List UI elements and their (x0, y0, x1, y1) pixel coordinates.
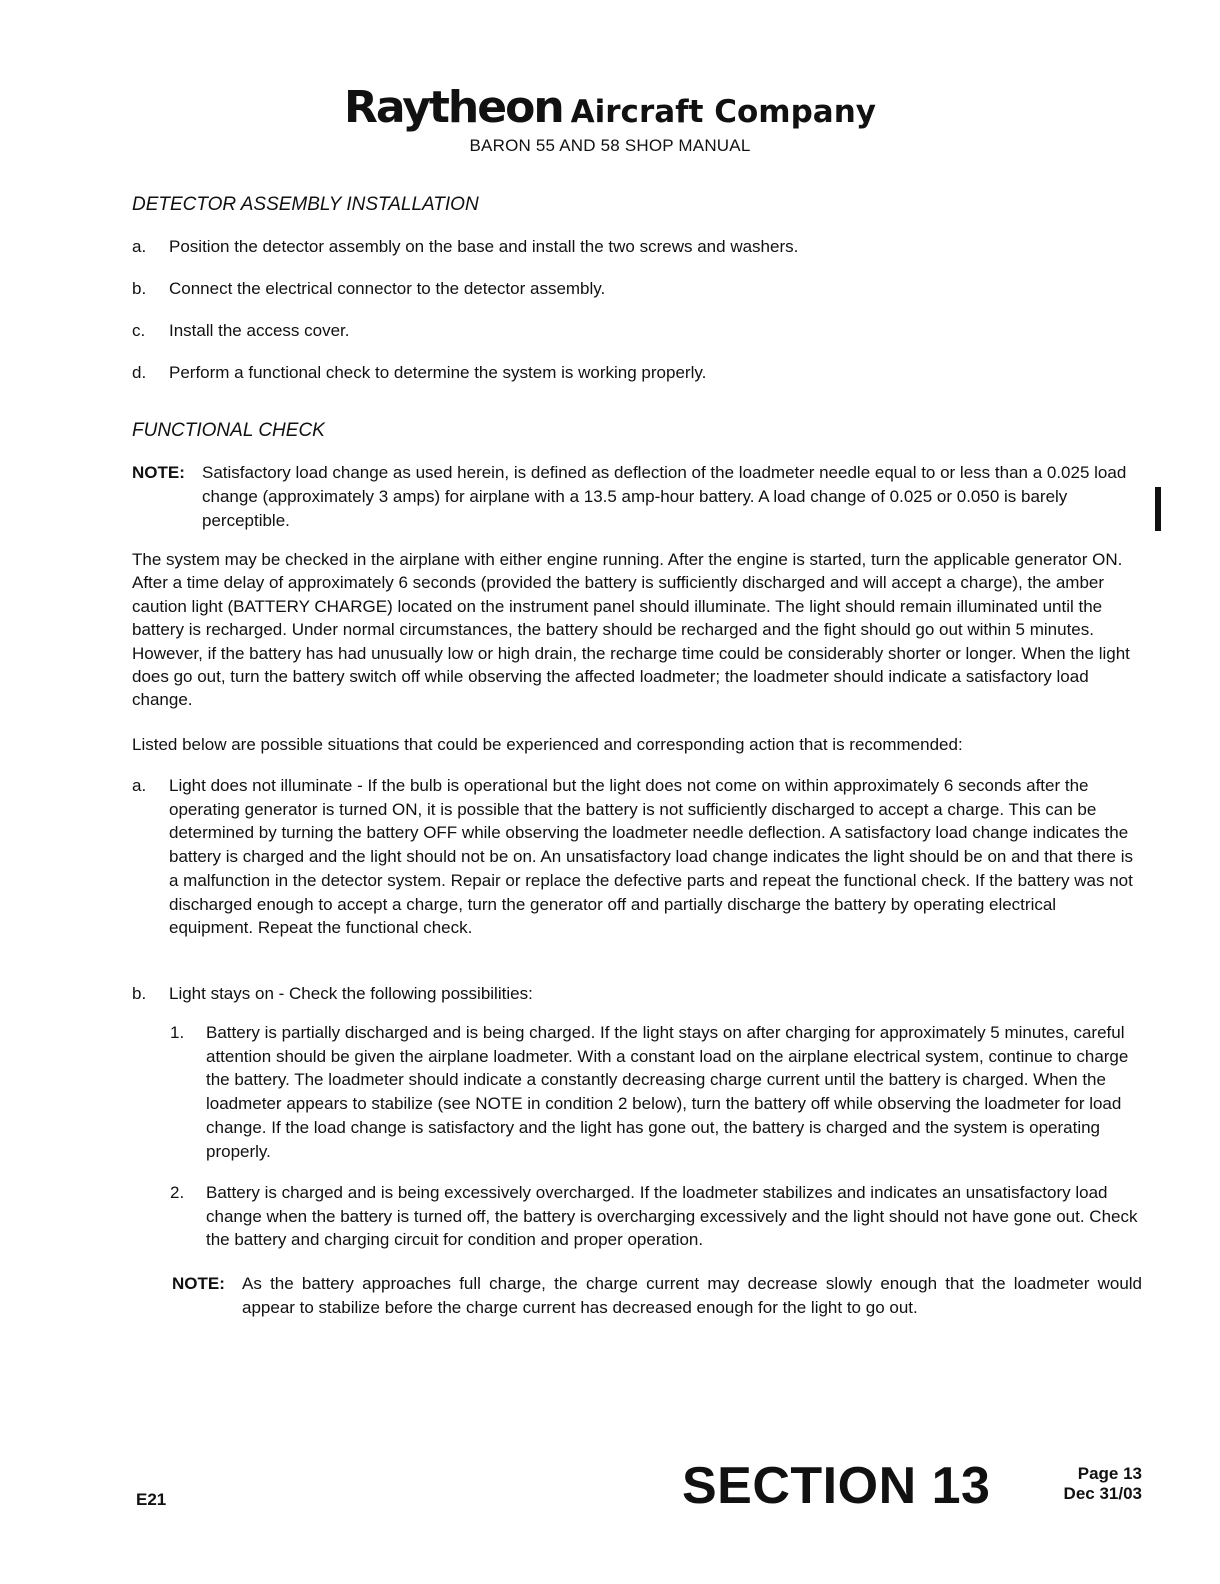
note-label: NOTE: (132, 463, 185, 482)
step-text: Install the access cover. (169, 321, 350, 340)
brand-header (0, 82, 1220, 133)
possibility-1 (170, 1021, 1140, 1163)
functional-check-heading: FUNCTIONAL CHECK (132, 420, 325, 441)
section-title: SECTION 13 (682, 1457, 991, 1515)
situation-a (132, 774, 1142, 940)
footer-code: E21 (136, 1490, 167, 1509)
possibility-text: Battery is charged and is being excessively overcharged. If the loadmeter stabilizes and indicates an unsatisfactory load change when the battery is turned off, the battery is overcharging excessively and the light should not have gone out. Check the battery and charging circuit for condition and proper operation. (206, 1183, 1138, 1250)
situation-text: Light stays on - Check the following possibilities: (169, 984, 533, 1003)
step-label: d. (132, 363, 147, 382)
install-step-c (132, 319, 1142, 343)
situation-text: Light does not illuminate - If the bulb is operational but the light does not come on within approximately 6 seconds after the operating generator is turned ON, it is possible that the battery is not sufficiently discharged to accept a charge. This can be determined by turning the battery OFF while observing the loadmeter needle deflection. A satisfactory load change indicates the battery is charged and the light should not be on. An unsatisfactory load change indicates the light should be on and that there is a malfunction in the detector system. Repair or replace the defective parts and repeat the functional check. If the battery was not discharged enough to accept a charge, turn the generator off and partially discharge the battery by operating electrical equipment. Repeat the functional check. (169, 776, 1133, 938)
situation-label: a. (132, 776, 147, 795)
situation-b (132, 982, 1142, 1006)
page-date: Dec 31/03 (1063, 1484, 1142, 1503)
note-text: As the battery approaches full charge, the charge current may decrease slowly enough that the loadmeter would appear to stabilize before the charge current has decreased enough for the light to go out. (242, 1274, 1142, 1317)
note-label: NOTE: (172, 1274, 225, 1293)
paragraph-system-check: The system may be checked in the airplane with either engine running. After the engine is started, turn the applicable generator ON. After a time delay of approximately 6 seconds (provided the battery is sufficiently discharged and will accept a charge), the amber caution light (BATTERY CHARGE) located on the instrument panel should illuminate. The light should remain illuminated until the battery is recharged. Under normal circumstances, the battery should be recharged and the fight should go out within 5 minutes. However, if the battery has had unusually low or high drain, the recharge time could be considerably shorter or longer. When the light does go out, turn the battery switch off while observing the affected loadmeter; the loadmeter should indicate a satisfactory load change. (132, 550, 1130, 710)
note-load-change (132, 461, 1142, 533)
installation-heading: DETECTOR ASSEMBLY INSTALLATION (132, 194, 479, 215)
step-label: a. (132, 237, 147, 256)
install-step-a (132, 235, 1142, 259)
step-text: Position the detector assembly on the base and install the two screws and washers. (169, 237, 799, 256)
paragraph-situations-intro: Listed below are possible situations that could be experienced and corresponding action that is recommended: (132, 735, 963, 754)
step-label: b. (132, 279, 147, 298)
raytheon-logo: Raytheon (344, 82, 563, 133)
step-label: c. (132, 321, 146, 340)
step-text: Connect the electrical connector to the detector assembly. (169, 279, 606, 298)
note-charge-current (172, 1272, 1142, 1320)
manual-title: BARON 55 AND 58 SHOP MANUAL (469, 136, 751, 155)
situation-label: b. (132, 984, 147, 1003)
step-text: Perform a functional check to determine the system is working properly. (169, 363, 707, 382)
possibility-2 (170, 1181, 1140, 1252)
install-step-b (132, 277, 1142, 301)
note-text: Satisfactory load change as used herein, is defined as deflection of the loadmeter needle equal to or less than a 0.025 load change (approximately 3 amps) for airplane with a 13.5 amp-hour battery. A load change of 0.025 or 0.050 is barely perceptible. (202, 463, 1127, 530)
page-number: Page 13 (1077, 1464, 1142, 1483)
possibility-label: 1. (170, 1023, 185, 1042)
brand-name: Aircraft Company (570, 94, 876, 130)
possibility-label: 2. (170, 1183, 185, 1202)
revision-bar (1155, 487, 1161, 531)
install-step-d (132, 361, 1142, 385)
possibility-text: Battery is partially discharged and is being charged. If the light stays on after charging for approximately 5 minutes, careful attention should be given the airplane loadmeter. With a constant load on the airplane electrical system, continue to charge the battery. The loadmeter should indicate a constantly decreasing charge current until the battery is charged. When the loadmeter appears to stabilize (see NOTE in condition 2 below), turn the battery off while observing the loadmeter for load change. If the load change is satisfactory and the light has gone out, the battery is charged and the system is operating properly. (206, 1023, 1129, 1161)
